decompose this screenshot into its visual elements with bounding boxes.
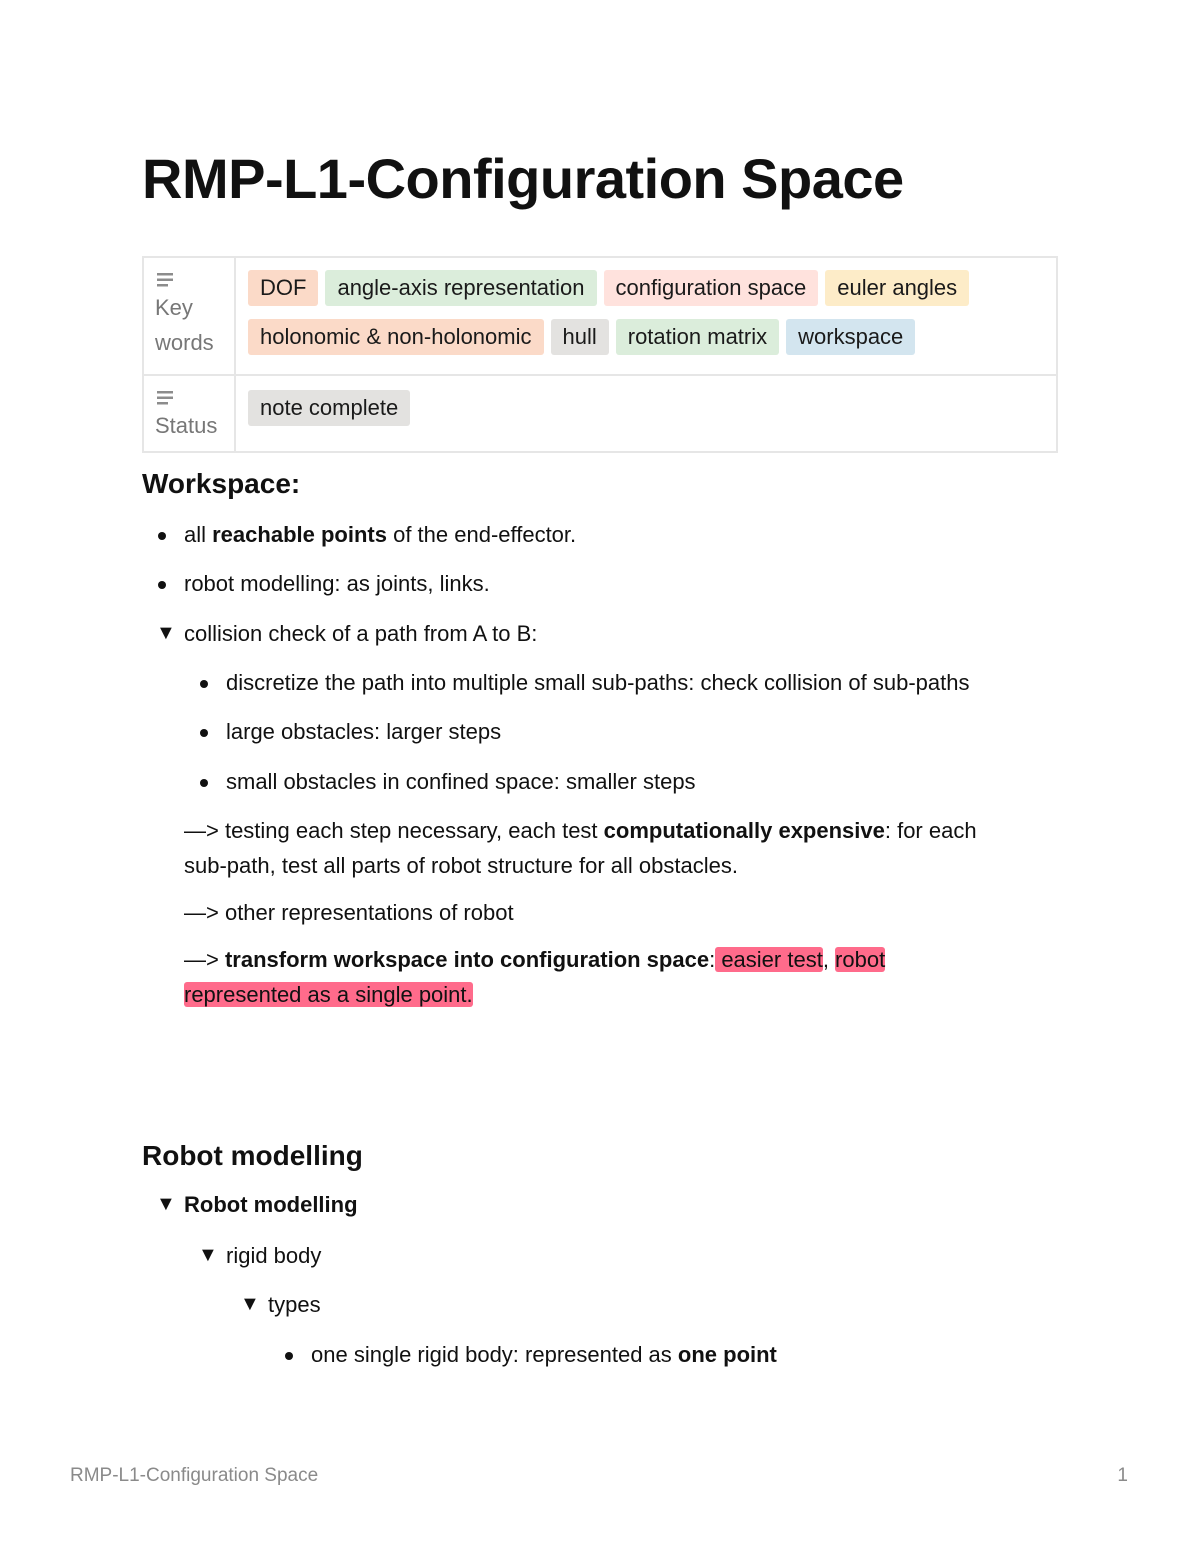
toggle-block[interactable]: [156, 616, 538, 651]
keyword-tag: euler angles: [825, 270, 969, 306]
robot-modelling-heading: Robot modelling: [142, 1140, 363, 1171]
keyword-tag: workspace: [786, 319, 915, 355]
page-title: RMP-L1-Configuration Space: [142, 147, 904, 210]
workspace-heading: Workspace:: [142, 468, 301, 499]
highlighted-text: easier test: [715, 947, 823, 972]
status-label-cell: [143, 375, 235, 452]
toggle-label: types: [268, 1292, 321, 1317]
toggle-triangle-icon[interactable]: ▼: [156, 622, 176, 644]
status-value-cell: [235, 375, 1057, 452]
list-item: discretize the path into multiple small sub-paths: check collision of sub-paths: [226, 665, 969, 700]
keywords-value-cell: [235, 257, 1057, 375]
keyword-tag: angle-axis representation: [325, 270, 596, 306]
toggle-triangle-icon[interactable]: ▼: [198, 1244, 218, 1266]
note-paragraph-continued: [184, 977, 473, 1012]
list-icon: [155, 388, 175, 408]
toggle-block[interactable]: [198, 1238, 322, 1273]
toggle-block[interactable]: [156, 1187, 358, 1222]
note-paragraph-continued: sub-path, test all parts of robot structure for all obstacles.: [184, 853, 738, 878]
keyword-tag: hull: [551, 319, 609, 355]
footer-title: RMP-L1-Configuration Space: [70, 1465, 319, 1486]
list-item: one single rigid body: represented as one point: [311, 1337, 777, 1372]
keyword-tag: rotation matrix: [616, 319, 779, 355]
keyword-tag: configuration space: [604, 270, 819, 306]
toggle-label: rigid body: [226, 1243, 322, 1268]
list-item: robot modelling: as joints, links.: [184, 566, 490, 601]
keyword-tag: holonomic & non-holonomic: [248, 319, 544, 355]
toggle-triangle-icon[interactable]: ▼: [240, 1293, 260, 1315]
keywords-label: Key words: [155, 295, 214, 355]
footer-page-number: 1: [1117, 1465, 1128, 1486]
note-paragraph: —> other representations of robot: [184, 900, 514, 925]
keyword-tag: DOF: [248, 270, 318, 306]
toggle-block[interactable]: [240, 1287, 321, 1322]
properties-table: [142, 256, 1058, 453]
status-label: Status: [155, 413, 218, 438]
list-item: all reachable points of the end-effector.: [184, 517, 576, 552]
toggle-triangle-icon[interactable]: ▼: [156, 1193, 176, 1215]
keywords-tag-list: [236, 258, 1056, 374]
list-icon: [155, 270, 175, 290]
list-item: small obstacles in confined space: smaller steps: [226, 764, 696, 799]
keywords-property-row: [143, 257, 1057, 375]
toggle-label: collision check of a path from A to B:: [184, 621, 538, 646]
highlighted-text: robot: [835, 947, 886, 972]
note-paragraph: —> testing each step necessary, each test computationally expensive: for each: [184, 818, 977, 843]
status-property-row: [143, 375, 1057, 452]
list-item: large obstacles: larger steps: [226, 714, 501, 749]
highlighted-text: represented as a single point.: [184, 982, 473, 1007]
keywords-label-cell: [143, 257, 235, 375]
note-paragraph: —> transform workspace into configuration space: easier test, robot: [184, 947, 886, 972]
status-tag: note complete: [248, 390, 410, 426]
toggle-label: Robot modelling: [184, 1192, 358, 1217]
